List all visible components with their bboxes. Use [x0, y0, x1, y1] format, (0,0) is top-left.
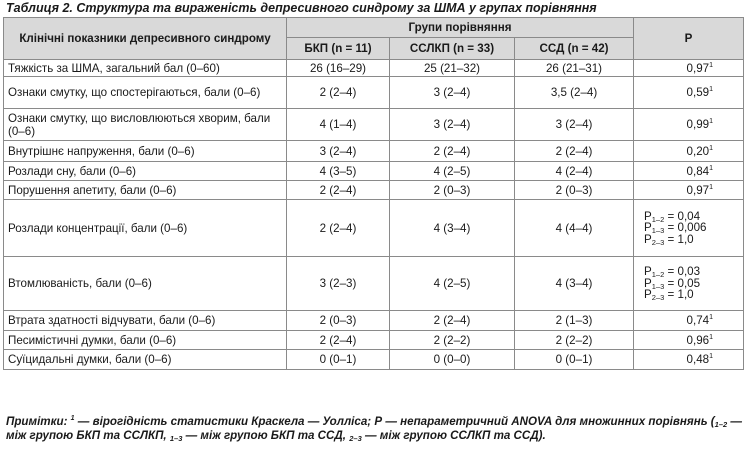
row-label: Песимістичні думки, бали (0–6) — [4, 331, 287, 350]
table-row — [4, 77, 744, 109]
cell-bkp: 0 (0–1) — [287, 350, 390, 370]
table-row — [4, 60, 744, 77]
header-group-ssd: ССД (n = 42) — [515, 38, 634, 60]
p-superscript: 1 — [709, 61, 714, 69]
cell-bkp: 2 (2–4) — [287, 200, 390, 257]
cell-ssd: 2 (2–2) — [515, 331, 634, 350]
cell-sslkp: 4 (2–5) — [390, 162, 515, 181]
table-row — [4, 331, 744, 350]
header-p: P — [634, 18, 744, 60]
cell-bkp: 2 (2–4) — [287, 181, 390, 200]
p-value: 0,20 — [686, 144, 710, 158]
cell-sslkp: 4 (2–5) — [390, 257, 515, 311]
cell-bkp: 2 (0–3) — [287, 311, 390, 331]
table-body — [4, 60, 744, 370]
cell-bkp: 4 (3–5) — [287, 162, 390, 181]
row-label: Ознаки смутку, що спостерігаються, бали (0–6) — [4, 77, 287, 109]
cell-p — [634, 350, 744, 370]
p-subscript: 1–2 — [651, 270, 665, 280]
cell-p — [634, 77, 744, 109]
p-superscript: 1 — [709, 144, 714, 152]
row-label: Порушення апетиту, бали (0–6) — [4, 181, 287, 200]
cell-p — [634, 141, 744, 162]
p-value: = 1,0 — [664, 288, 694, 302]
p-subscript: 1–3 — [651, 281, 665, 291]
cell-sslkp: 2 (2–4) — [390, 311, 515, 331]
p-value: 0,96 — [686, 333, 710, 347]
cell-ssd: 0 (0–1) — [515, 350, 634, 370]
p-value-line — [644, 234, 713, 246]
footnote-sub-13: 1–3 — [169, 434, 183, 443]
p-value: = 1,0 — [664, 232, 694, 246]
table-row — [4, 181, 744, 200]
row-label: Внутрішнє напруження, бали (0–6) — [4, 141, 287, 162]
footnote-sub-12: 1–2 — [714, 420, 728, 429]
p-value: 0,59 — [686, 86, 710, 99]
cell-bkp: 2 (2–4) — [287, 331, 390, 350]
cell-ssd: 2 (2–4) — [515, 141, 634, 162]
footnote-text-2: — між групою БКП та ССЛКП, — [6, 415, 743, 442]
p-superscript: 1 — [709, 164, 714, 172]
cell-sslkp: 3 (2–4) — [390, 109, 515, 141]
cell-ssd: 3,5 (2–4) — [515, 77, 634, 109]
row-label: Втрата здатності відчувати, бали (0–6) — [4, 311, 287, 331]
p-superscript: 1 — [709, 118, 714, 126]
p-superscript: 1 — [709, 314, 714, 322]
p-subscript: 2–3 — [651, 293, 665, 303]
cell-p — [634, 331, 744, 350]
footnote-text-3: — між групою БКП та ССД, — [182, 429, 350, 442]
cell-sslkp: 3 (2–4) — [390, 77, 515, 109]
p-value: 0,97 — [686, 183, 710, 197]
p-letter: P — [644, 276, 652, 290]
p-value: = 0,03 — [664, 265, 701, 279]
cell-p — [634, 200, 744, 257]
row-label: Розлади сну, бали (0–6) — [4, 162, 287, 181]
cell-bkp: 2 (2–4) — [287, 77, 390, 109]
cell-ssd: 4 (2–4) — [515, 162, 634, 181]
p-superscript: 1 — [709, 86, 714, 94]
cell-ssd: 26 (21–31) — [515, 60, 634, 77]
p-letter: P — [644, 232, 652, 246]
cell-ssd: 4 (3–4) — [515, 257, 634, 311]
p-value: = 0,05 — [664, 276, 701, 290]
p-value: 0,48 — [686, 353, 710, 366]
table-row — [4, 200, 744, 257]
cell-sslkp: 2 (2–2) — [390, 331, 515, 350]
p-value-line — [644, 289, 713, 301]
header-groups: Групи порівняння — [287, 18, 634, 38]
cell-bkp: 3 (2–3) — [287, 257, 390, 311]
table-title: Таблиця 2. Структура та вираженість депресивного синдрому за ШМА у групах порівняння — [6, 1, 597, 15]
p-subscript: 2–3 — [651, 237, 665, 247]
cell-ssd: 4 (4–4) — [515, 200, 634, 257]
table-row — [4, 257, 744, 311]
p-superscript: 1 — [709, 333, 714, 341]
p-letter: P — [644, 221, 652, 235]
footnote-sub-23: 2–3 — [349, 434, 362, 443]
table-row — [4, 109, 744, 141]
p-value: 0,84 — [686, 164, 710, 178]
cell-p — [634, 181, 744, 200]
cell-bkp: 3 (2–4) — [287, 141, 390, 162]
row-label: Розлади концентрації, бали (0–6) — [4, 200, 287, 257]
cell-p — [634, 257, 744, 311]
cell-p — [634, 60, 744, 77]
cell-sslkp: 0 (0–0) — [390, 350, 515, 370]
header-group-bkp: БКП (n = 11) — [287, 38, 390, 60]
footnote-text-4: — між групою ССЛКП та ССД). — [361, 429, 546, 442]
p-letter: P — [644, 288, 652, 302]
footnote-text-1: — вірогідність статистики Краскела — Уолліса; Р — непараметричний ANOVA для множинних порівнянь ( — [74, 415, 715, 428]
cell-sslkp: 25 (21–32) — [390, 60, 515, 77]
p-superscript: 1 — [709, 353, 714, 361]
cell-bkp: 4 (1–4) — [287, 109, 390, 141]
cell-ssd: 3 (2–4) — [515, 109, 634, 141]
p-value: 0,99 — [686, 118, 710, 131]
p-subscript: 1–3 — [651, 226, 665, 236]
p-value: = 0,04 — [664, 209, 701, 223]
cell-bkp: 26 (16–29) — [287, 60, 390, 77]
cell-p — [634, 162, 744, 181]
header-indicators: Клінічні показники депресивного синдрому — [4, 18, 287, 60]
row-label: Втомлюваність, бали (0–6) — [4, 257, 287, 311]
p-subscript: 1–2 — [651, 214, 665, 224]
cell-sslkp: 2 (0–3) — [390, 181, 515, 200]
cell-ssd: 2 (0–3) — [515, 181, 634, 200]
table-row — [4, 162, 744, 181]
p-letter: P — [644, 265, 652, 279]
table-footnote — [6, 415, 742, 443]
p-value: 0,74 — [686, 314, 710, 327]
table-row — [4, 350, 744, 370]
row-label: Тяжкість за ШМА, загальний бал (0–60) — [4, 60, 287, 77]
footnote-sup: 1 — [70, 415, 75, 423]
cell-p — [634, 109, 744, 141]
row-label: Ознаки смутку, що висловлюються хворим, бали (0–6) — [4, 109, 287, 141]
p-value: 0,97 — [686, 61, 710, 75]
cell-p — [634, 311, 744, 331]
p-superscript: 1 — [709, 183, 714, 191]
p-value: = 0,006 — [664, 221, 707, 235]
row-label: Суїцидальні думки, бали (0–6) — [4, 350, 287, 370]
cell-sslkp: 2 (2–4) — [390, 141, 515, 162]
cell-ssd: 2 (1–3) — [515, 311, 634, 331]
cell-sslkp: 4 (3–4) — [390, 200, 515, 257]
header-group-sslkp: ССЛКП (n = 33) — [390, 38, 515, 60]
p-letter: P — [644, 209, 652, 223]
footnote-label: Примітки: — [6, 415, 68, 428]
table-row — [4, 141, 744, 162]
data-table — [3, 17, 744, 370]
table-row — [4, 311, 744, 331]
